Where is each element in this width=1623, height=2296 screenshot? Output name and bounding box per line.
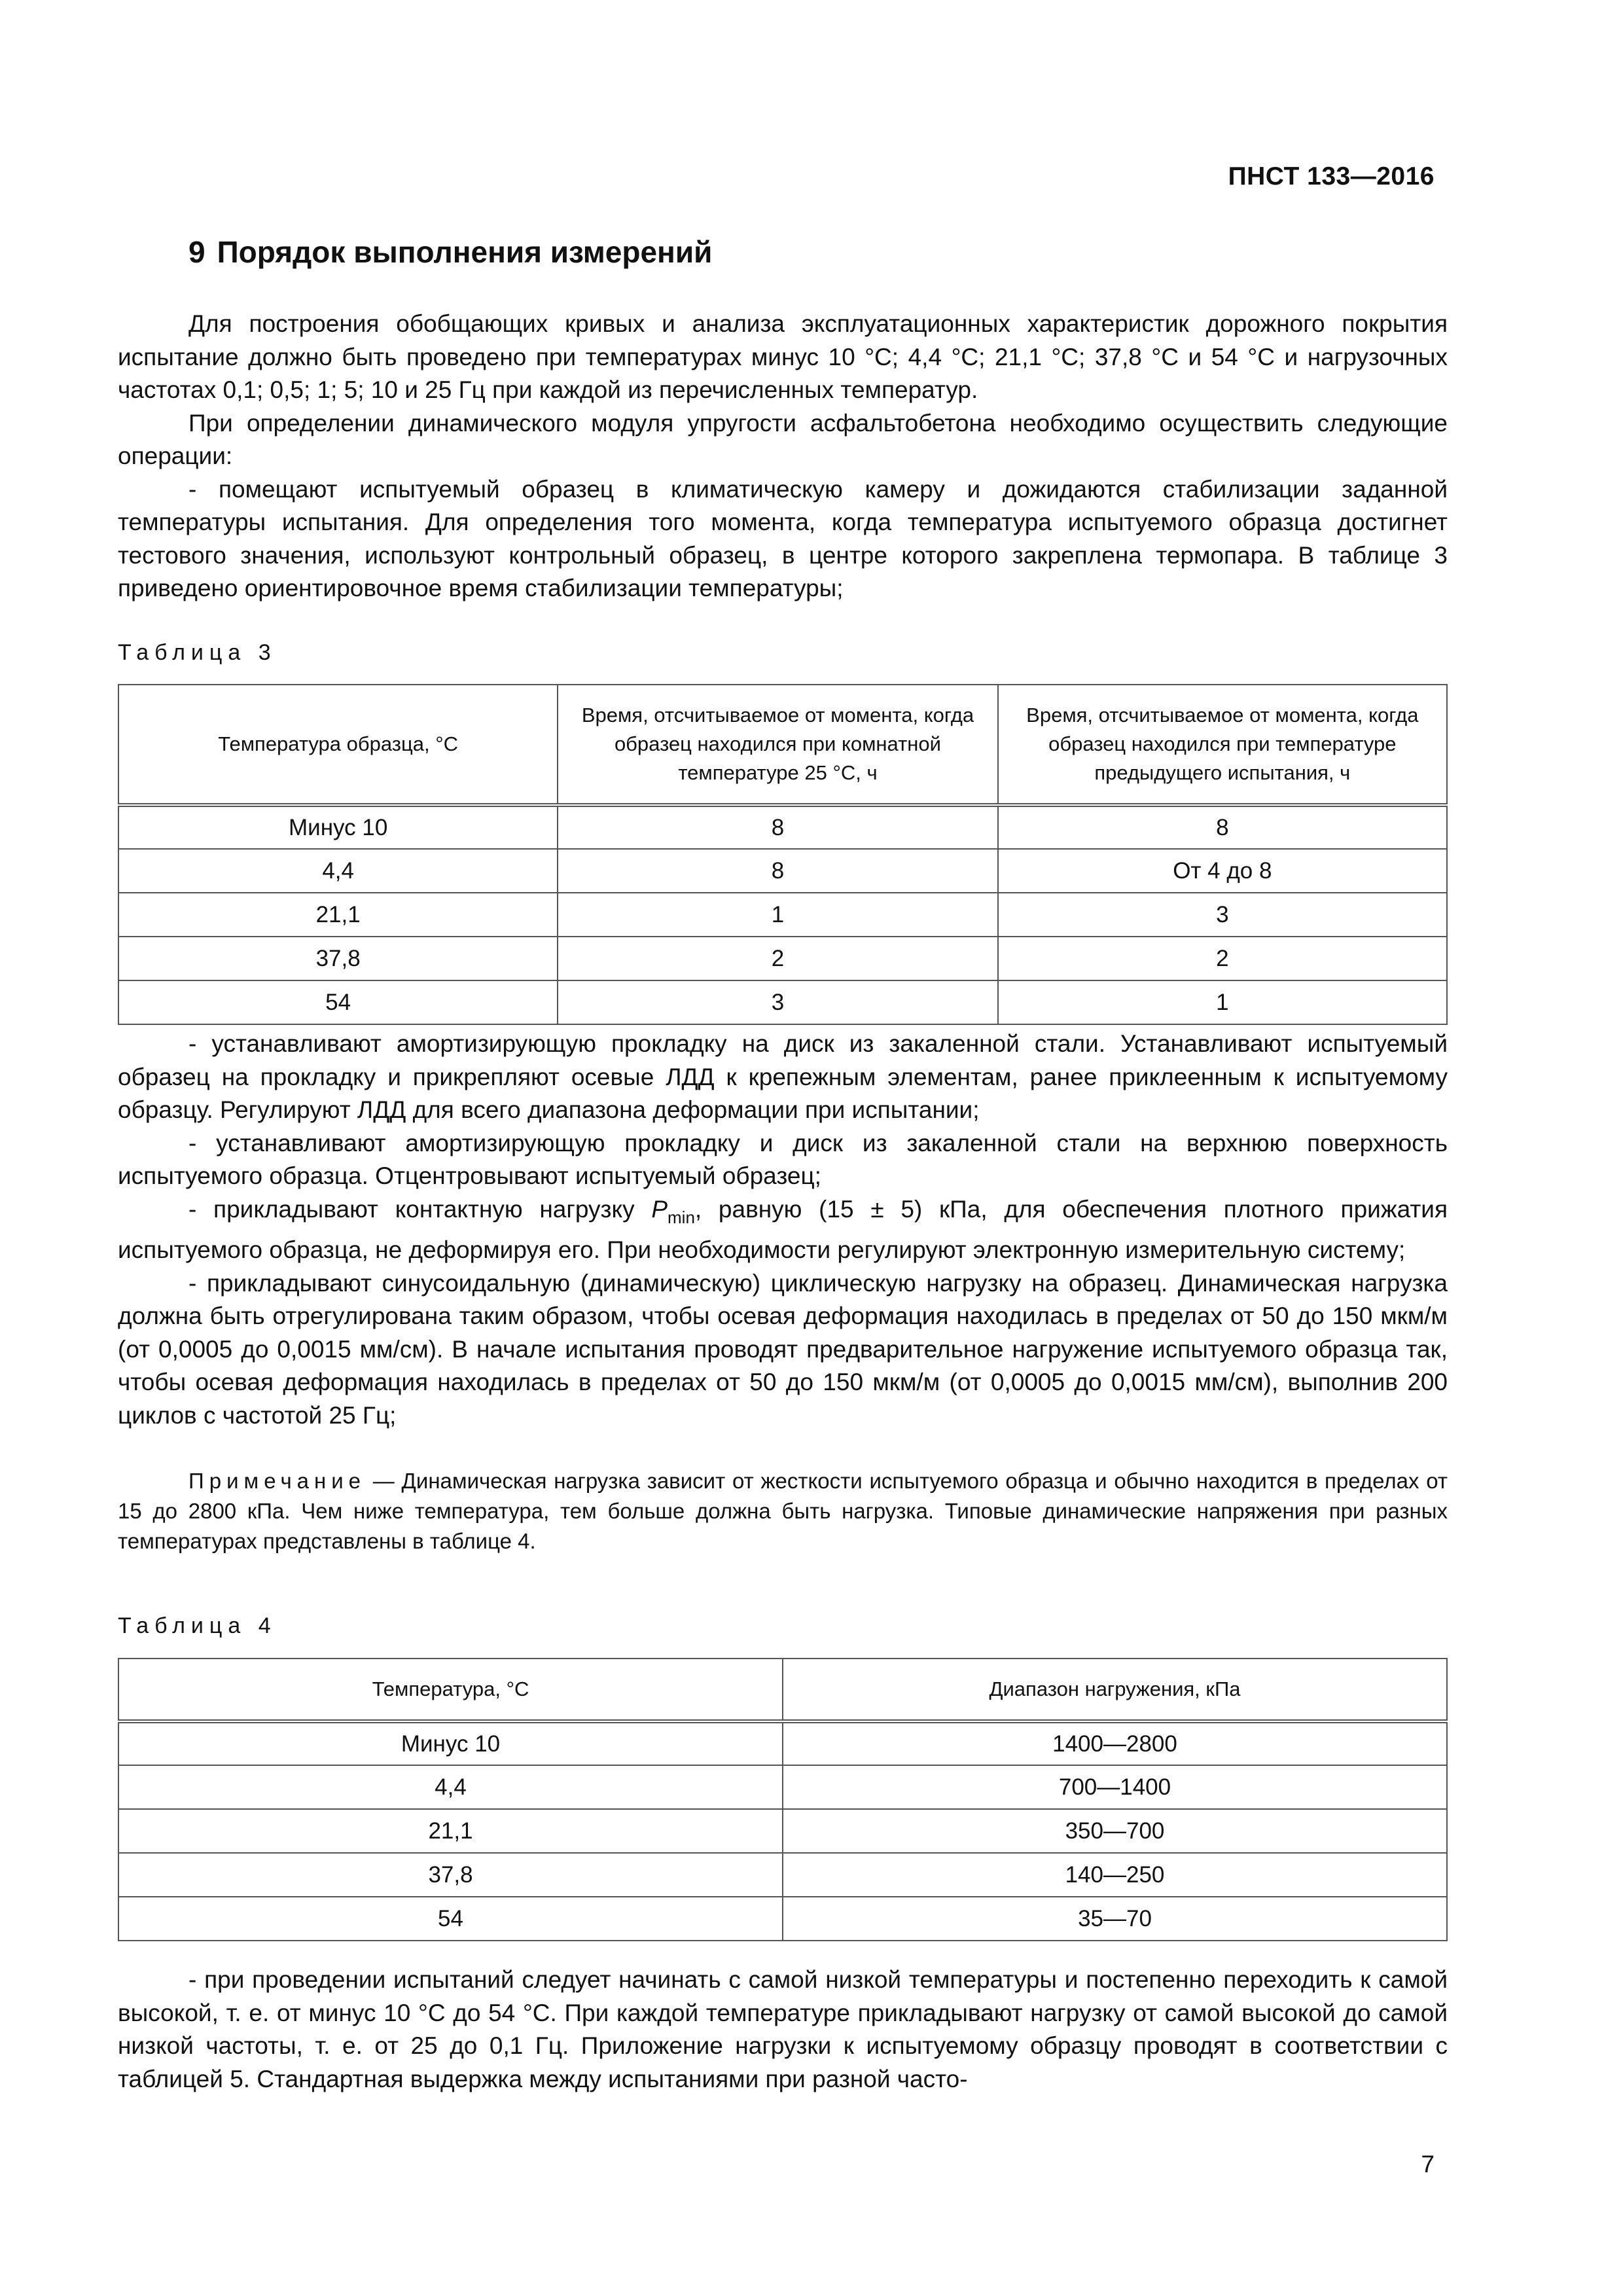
note-label: Примечание	[188, 1469, 366, 1493]
table-3-caption: Таблица 3	[118, 640, 277, 665]
column-header: Время, отсчитываемое от момента, когда образец находился при температуре предыдущего испытания, ч	[998, 685, 1447, 805]
table-cell: 8	[558, 805, 997, 849]
table-cell: 1	[558, 893, 997, 937]
table-cell: 4,4	[118, 849, 558, 893]
paragraph	[118, 1193, 1448, 1267]
pmin-subscript: min	[668, 1207, 695, 1227]
document-code: ПНСТ 133—2016	[1228, 162, 1435, 190]
paragraph: - при проведении испытаний следует начинать с самой низкой температуры и постепенно переходить к самой высокой, т. е. от минус 10 °С до 54 °С. При каждой температуре прикладывают нагрузку от самой высокой до самой низкой частоты, т. е. от 25 до 0,1 Гц. Приложение нагрузки к испытуемому образцу проводят в соответствии с таблицей 5. Стандартная выдержка между испытаниями при разной часто-	[118, 1966, 1448, 2092]
paragraph: - помещают испытуемый образец в климатическую камеру и дожидаются стабилизации заданной температуры испытания. Для определения того момента, когда температура испытуемого образца достигнет тестового значения, используют контрольный образец, в центре которого закреплена термопара. В таблице 3 приведено ориентировочное время стабилизации температуры;	[118, 475, 1448, 601]
table-cell: 8	[998, 805, 1447, 849]
table-cell: 3	[558, 980, 997, 1024]
table-cell: 37,8	[118, 1853, 783, 1897]
table-row	[118, 1897, 1447, 1941]
paragraph: Для построения обобщающих кривых и анализа эксплуатационных характеристик дорожного покрытия испытание должно быть проведено при температурах минус 10 °С; 4,4 °С; 21,1 °С; 37,8 °С и 54 °С и нагрузочных частотах 0,1; 0,5; 1; 5; 10 и 25 Гц при каждой из перечисленных температур.	[118, 310, 1448, 403]
section-number: 9	[188, 235, 205, 269]
column-header: Диапазон нагружения, кПа	[783, 1659, 1447, 1721]
table-4	[118, 1658, 1448, 1941]
paragraph: При определении динамического модуля упругости асфальтобетона необходимо осуществить следующие операции:	[118, 409, 1448, 469]
paragraph-part: - прикладывают контактную нагрузку	[188, 1195, 652, 1223]
section-title: Порядок выполнения измерений	[217, 235, 713, 269]
table-row	[118, 1853, 1447, 1897]
paragraph: - устанавливают амортизирующую прокладку на диск из закаленной стали. Устанавливают испытуемый образец на прокладку и прикрепляют осевые ЛДД к крепежным элементам, ранее приклеенным к испытуемому образцу. Регулируют ЛДД для всего диапазона деформации при испытании;	[118, 1030, 1448, 1123]
table-3	[118, 684, 1448, 1025]
table-cell: 140—250	[783, 1853, 1447, 1897]
final-text	[118, 1964, 1448, 2096]
note	[118, 1466, 1448, 1556]
table-row	[118, 893, 1447, 937]
table-header-row	[118, 1659, 1447, 1721]
paragraph-part: , равную (15 ± 5) кПа, для обеспечения плотного прижатия испытуемого образца, не деформируя его. При необходимости регулируют электронную измерительную систему;	[118, 1195, 1448, 1263]
paragraph: - устанавливают амортизирующую прокладку и диск из закаленной стали на верхнюю поверхность испытуемого образца. Отцентровывают испытуемый образец;	[118, 1129, 1448, 1189]
table-cell: 1400—2800	[783, 1721, 1447, 1765]
note-paragraph	[118, 1466, 1448, 1556]
column-header: Температура, °С	[118, 1659, 783, 1721]
pmin-symbol: P	[651, 1195, 668, 1223]
table-cell: 3	[998, 893, 1447, 937]
table-cell: 4,4	[118, 1765, 783, 1809]
table-cell: 8	[558, 849, 997, 893]
table-row	[118, 849, 1447, 893]
paragraph: - прикладывают синусоидальную (динамическую) циклическую нагрузку на образец. Динамическая нагрузка должна быть отрегулирована таким образом, чтобы осевая деформация находилась в пределах от 50 до 150 мкм/м (от 0,0005 до 0,0015 мм/см). В начале испытания проводят предварительное нагружение испытуемого образца так, чтобы осевая деформация находилась в пределах от 50 до 150 мкм/м (от 0,0005 до 0,0015 мм/см), выполнив 200 циклов с частотой 25 Гц;	[118, 1269, 1448, 1429]
operations-text	[118, 1028, 1448, 1432]
page-number: 7	[1421, 2151, 1435, 2178]
table-cell: 35—70	[783, 1897, 1447, 1941]
table-row	[118, 805, 1447, 849]
table-cell: 54	[118, 1897, 783, 1941]
table-cell: Минус 10	[118, 1721, 783, 1765]
table-4-caption: Таблица 4	[118, 1613, 277, 1638]
column-header: Время, отсчитываемое от момента, когда образец находился при комнатной температуре 25 °С, ч	[558, 685, 997, 805]
table-cell: 700—1400	[783, 1765, 1447, 1809]
column-header: Температура образца, °С	[118, 685, 558, 805]
table-cell: 1	[998, 980, 1447, 1024]
table-cell: 54	[118, 980, 558, 1024]
table-header-row	[118, 685, 1447, 805]
table-cell: 2	[998, 937, 1447, 980]
table-row	[118, 937, 1447, 980]
table-row	[118, 1809, 1447, 1853]
table-row	[118, 980, 1447, 1024]
intro-text	[118, 308, 1448, 605]
table-row	[118, 1721, 1447, 1765]
table-cell: Минус 10	[118, 805, 558, 849]
table-row	[118, 1765, 1447, 1809]
table-cell: 350—700	[783, 1809, 1447, 1853]
table-cell: От 4 до 8	[998, 849, 1447, 893]
table-cell: 21,1	[118, 1809, 783, 1853]
section-heading	[188, 234, 712, 270]
table-cell: 37,8	[118, 937, 558, 980]
note-text: — Динамическая нагрузка зависит от жесткости испытуемого образца и обычно находится в пределах от 15 до 2800 кПа. Чем ниже температура, тем больше должна быть нагрузка. Типовые динамические напряжения при разных температурах представлены в таблице 4.	[118, 1469, 1448, 1553]
table-cell: 2	[558, 937, 997, 980]
table-cell: 21,1	[118, 893, 558, 937]
